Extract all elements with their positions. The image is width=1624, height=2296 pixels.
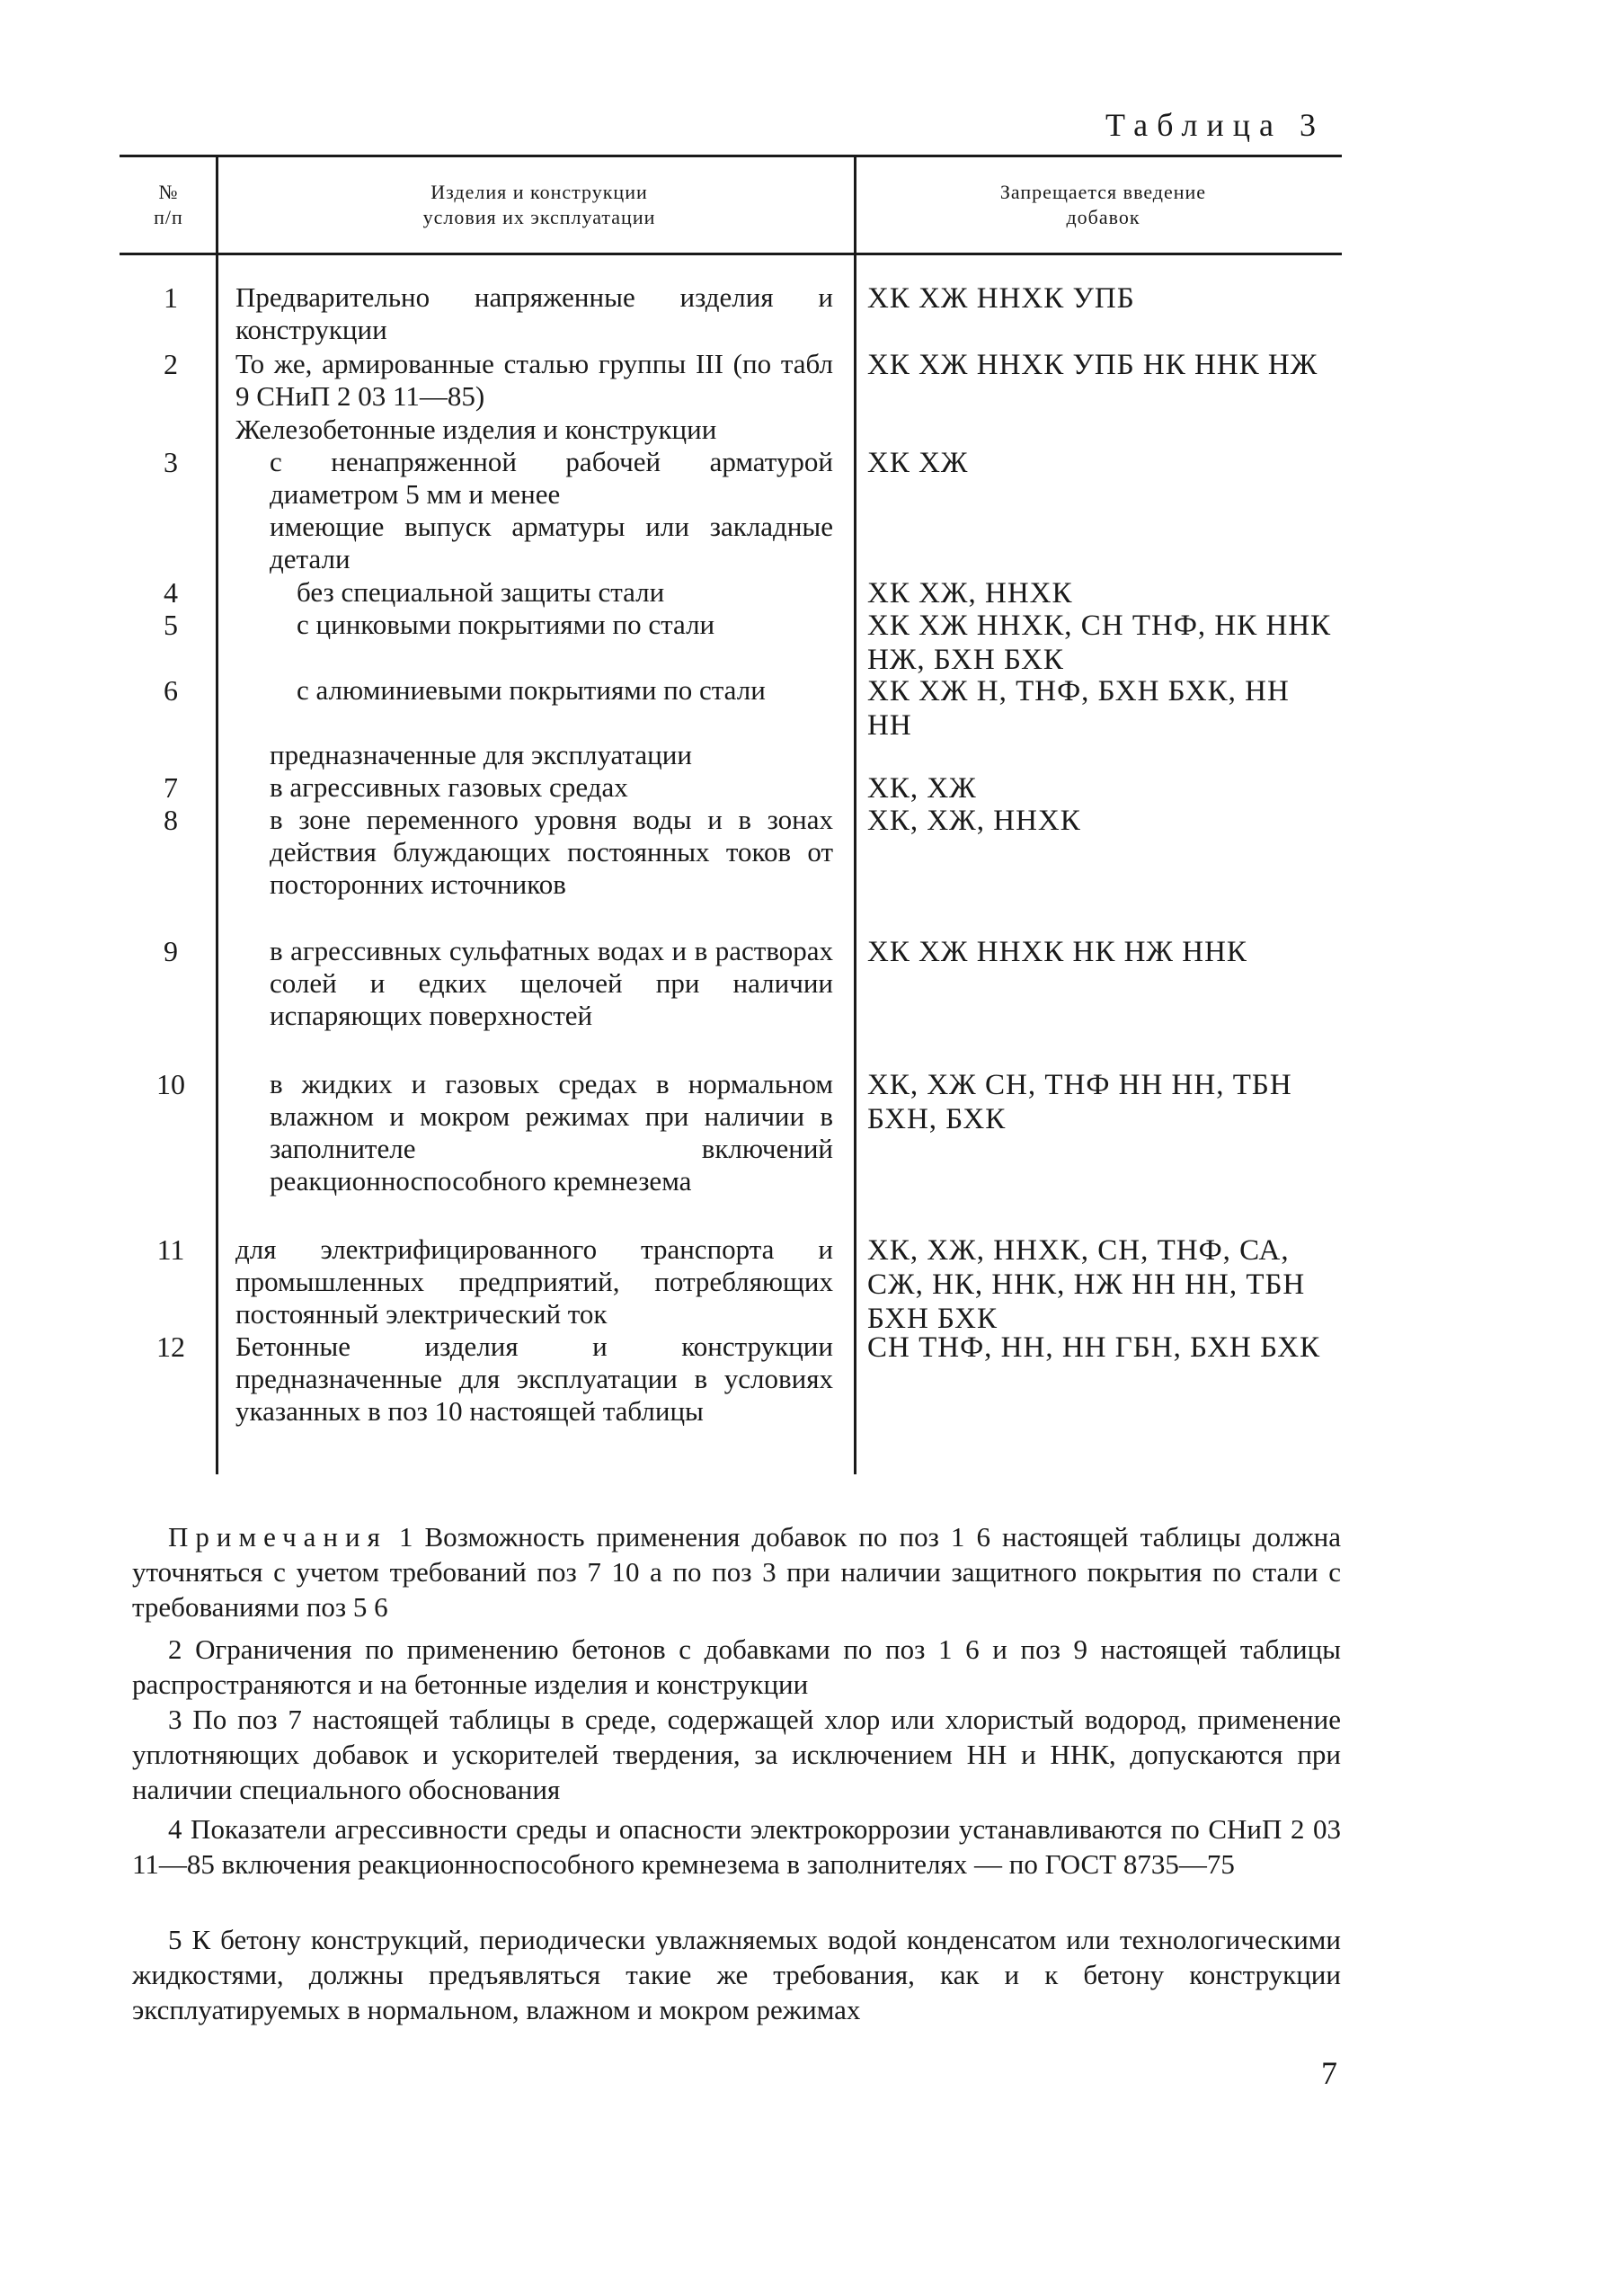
note-2: 2 Ограничения по применению бетонов с добавками по поз 1 6 и поз 9 настоящей таблицы распространяются и на бетонные изделия и конструкции bbox=[132, 1633, 1341, 1700]
row-8-num: 8 bbox=[164, 804, 178, 836]
row-10-codes: ХК, ХЖ СН, ТНФ НН НН, ТБН БХН, БХК bbox=[867, 1069, 1292, 1135]
row-6-item: с алюминиевыми покрытиями по стали bbox=[297, 674, 766, 706]
row-3-item: с ненапряженной рабочей арматурой диаметром 5 мм и менее bbox=[270, 446, 833, 510]
note-5: 5 К бетону конструкций, периодически увлажняемых водой конденсатом или технологическими жидкостями, должны предъявляться такие же требования, как и к бетону конструкции эксплуатируемых в нормальном, влажном и мокром режимах bbox=[132, 1924, 1341, 2025]
row-10-item: в жидких и газовых средах в нормальном влажном и мокром режимах при наличии в заполнителе включений реакционноспособного кремнезема bbox=[270, 1068, 833, 1197]
row-2-item: То же, армированные сталью группы III (по табл 9 СНиП 2 03 11—85) bbox=[235, 348, 833, 412]
row-5-num: 5 bbox=[164, 609, 178, 641]
row-2-codes: ХК ХЖ ННХК УПБ НК ННК НЖ bbox=[867, 349, 1318, 381]
row-1-item: Предварительно напряженные изделия и конструкции bbox=[235, 281, 833, 345]
table-column-divider-2 bbox=[854, 155, 856, 1474]
header-codes: Запрещается введение добавок bbox=[999, 181, 1207, 228]
row-5-item: с цинковыми покрытиями по стали bbox=[297, 609, 715, 640]
row-12-num: 12 bbox=[156, 1330, 185, 1363]
row-4-codes: ХК ХЖ, ННХК bbox=[867, 577, 1073, 610]
note-3: 3 По поз 7 настоящей таблицы в среде, содержащей хлор или хлористый водород, применение уплотняющих добавок и ускорителей твердения, за исключением НН и ННК, допускаются при наличии специального обоснования bbox=[132, 1704, 1341, 1805]
row-1-num: 1 bbox=[164, 281, 178, 314]
row-7-num: 7 bbox=[164, 771, 178, 804]
note-1-text: 1 Возможность применения добавок по поз 1 6 настоящей таблицы должна уточняться с учетом требований поз 7 10 а по поз 3 при наличии защитного покрытия по стали с требованиями поз 5 6 bbox=[132, 1521, 1342, 1623]
row-8-item: в зоне переменного уровня воды и в зонах действия блуждающих постоянных токов от посторонних источников bbox=[270, 804, 833, 900]
row-3-num: 3 bbox=[164, 446, 178, 478]
row-11-num: 11 bbox=[156, 1233, 185, 1266]
row-9-codes: ХК ХЖ ННХК НК НЖ ННК bbox=[867, 936, 1247, 968]
row-12-codes: СН ТНФ, НН, НН ГБН, БХН БХК bbox=[867, 1331, 1321, 1364]
row-3-codes: ХК ХЖ bbox=[867, 447, 969, 479]
page-number: 7 bbox=[1321, 2055, 1337, 2091]
row-11-codes: ХК, ХЖ, ННХК, СН, ТНФ, СА, СЖ, НК, ННК, НЖ НН НН, ТБН БХН БХК bbox=[867, 1234, 1306, 1335]
row-4-item: без специальной защиты стали bbox=[297, 576, 665, 608]
group-reinforced-concrete: Железобетонные изделия и конструкции bbox=[235, 414, 717, 445]
row-9-item: в агрессивных сульфатных водах и в растворах солей и едких щелочей при наличии испаряющих поверхностей bbox=[270, 935, 833, 1031]
row-6-num: 6 bbox=[164, 674, 178, 707]
row-1-codes: ХК ХЖ ННХК УПБ bbox=[867, 282, 1135, 315]
row-2-num: 2 bbox=[164, 348, 178, 380]
notes-heading: Примечания bbox=[168, 1521, 387, 1553]
table-column-divider-1 bbox=[216, 155, 218, 1474]
table-top-rule bbox=[120, 155, 1342, 157]
header-num: № п/п bbox=[154, 181, 183, 228]
row-7-item: в агрессивных газовых средах bbox=[270, 771, 628, 803]
row-11-item: для электрифицированного транспорта и промышленных предприятий, потребляющих постоянный электрический ток bbox=[235, 1233, 833, 1330]
header-item: Изделия и конструкции условия их эксплуатации bbox=[422, 181, 656, 228]
note-1 bbox=[132, 1519, 1341, 1624]
row-10-num: 10 bbox=[156, 1068, 185, 1100]
subgroup-operation: предназначенные для эксплуатации bbox=[270, 739, 692, 770]
row-6-codes: ХК ХЖ Н, ТНФ, БХН БХК, НН НН bbox=[867, 675, 1290, 742]
row-8-codes: ХК, ХЖ, ННХК bbox=[867, 805, 1081, 837]
table-title: Таблица 3 bbox=[1105, 107, 1325, 143]
row-9-num: 9 bbox=[164, 935, 178, 967]
row-5-codes: ХК ХЖ ННХК, СН ТНФ, НК ННК НЖ, БХН БХК bbox=[867, 610, 1332, 676]
row-7-codes: ХК, ХЖ bbox=[867, 772, 977, 805]
row-4-num: 4 bbox=[164, 576, 178, 609]
table-header-rule bbox=[120, 253, 1342, 255]
row-12-item: Бетонные изделия и конструкции предназначенные для эксплуатации в условиях указанных в поз 10 настоящей таблицы bbox=[235, 1330, 833, 1427]
note-4: 4 Показатели агрессивности среды и опасности электрокоррозии устанавливаются по СНиП 2 03 11—85 включения реакционноспособного кремнезема в заполнителях — по ГОСТ 8735—75 bbox=[132, 1813, 1341, 1880]
subgroup-outlets: имеющие выпуск арматуры или закладные детали bbox=[270, 511, 833, 574]
